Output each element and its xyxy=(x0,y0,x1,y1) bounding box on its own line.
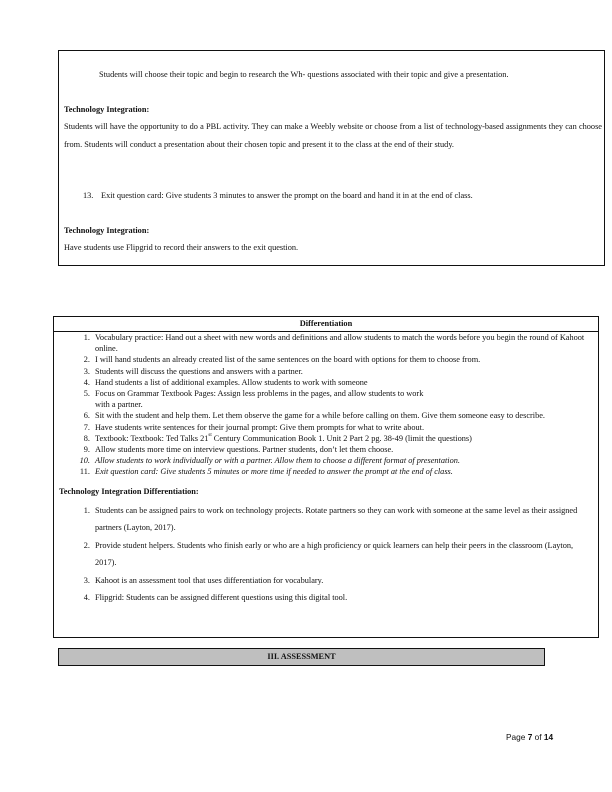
assessment-section-header: III. ASSESSMENT xyxy=(58,648,545,666)
differentiation-title: Differentiation xyxy=(54,317,598,332)
list-item: 8. Textbook: Textbook: Ted Talks 21st Century Communication Book 1. Unit 2 Part 2 pg. 38-49 (limit the questions) xyxy=(83,432,472,443)
technology-integration-heading-2: Technology Integration: xyxy=(64,226,150,235)
list-item: 5. Focus on Grammar Textbook Pages: Assign less problems in the pages, and allow students to work with a partner. xyxy=(83,389,424,410)
list-item: 10. Allow students to work individually or with a partner. Allow them to choose a different format of presentation. xyxy=(79,456,460,466)
list-item: 7. Have students write sentences for their journal prompt: Give them prompts for what to write about. xyxy=(83,422,425,432)
differentiation-box xyxy=(53,316,599,638)
list-item: 2. I will hand students an already created list of the same sentences on the board with options for them to choose from. xyxy=(83,355,481,365)
list-item: 4. Hand students a list of additional examples. Allow students to work with someone xyxy=(83,377,368,387)
list-item: 6. Sit with the student and help them. Let them observe the game for a while before calling on them. Give them someone easy to describe. xyxy=(83,411,545,421)
technology-integration-differentiation-heading: Technology Integration Differentiation: xyxy=(59,486,199,496)
topic-research-text: Students will choose their topic and begin to research the Wh- questions associated with their topic and give a presentation. xyxy=(99,70,509,79)
list-item: 9. Allow students more time on interview questions. Partner students, don’t let them choose. xyxy=(83,445,394,455)
differentiation-list xyxy=(54,332,598,478)
total-pages: 14 xyxy=(543,732,554,742)
current-page: 7 xyxy=(527,732,533,742)
list-item: 4. Flipgrid: Students can be assigned different questions using this digital tool. xyxy=(83,593,348,603)
list-item: 3. Kahoot is an assessment tool that uses differentiation for vocabulary. xyxy=(83,575,324,585)
list-item: 1. Students can be assigned pairs to work on technology projects. Rotate partners so they can work with someone at the same level as their assigned partners (Layton, 2017). xyxy=(83,505,578,533)
technology-integration-heading: Technology Integration: xyxy=(64,105,150,114)
flipgrid-exit-text: Have students use Flipgrid to record their answers to the exit question. xyxy=(64,243,299,252)
page-number-footer: Page 7 of 14 xyxy=(506,732,554,742)
technology-differentiation-list xyxy=(54,502,598,607)
step-13-number: 13. xyxy=(83,191,94,200)
list-item: 2. Provide student helpers. Students who finish early or who are a high proficiency or quick learners can help their peers in the classroom (Layton, 2017). xyxy=(83,540,574,568)
procedure-continuation-box xyxy=(58,50,605,266)
list-item: 1. Vocabulary practice: Hand out a sheet with new words and definitions and allow students to match the words before you begin the round of Kahoot online. xyxy=(83,333,585,354)
technology-integration-text: Students will have the opportunity to do a PBL activity. They can make a Weebly website or choose from a list of technology-based assignments they can choose from. Students will conduct a presentation about their chosen topic and present it to the class at the end of their study. xyxy=(64,122,602,149)
list-item: 3. Students will discuss the questions and answers with a partner. xyxy=(83,366,303,376)
list-item: 11. Exit question card: Give students 5 minutes or more time if needed to answer the prompt at the end of class. xyxy=(79,467,453,477)
step-13-text: Exit question card: Give students 3 minutes to answer the prompt on the board and hand it in at the end of class. xyxy=(101,191,473,200)
